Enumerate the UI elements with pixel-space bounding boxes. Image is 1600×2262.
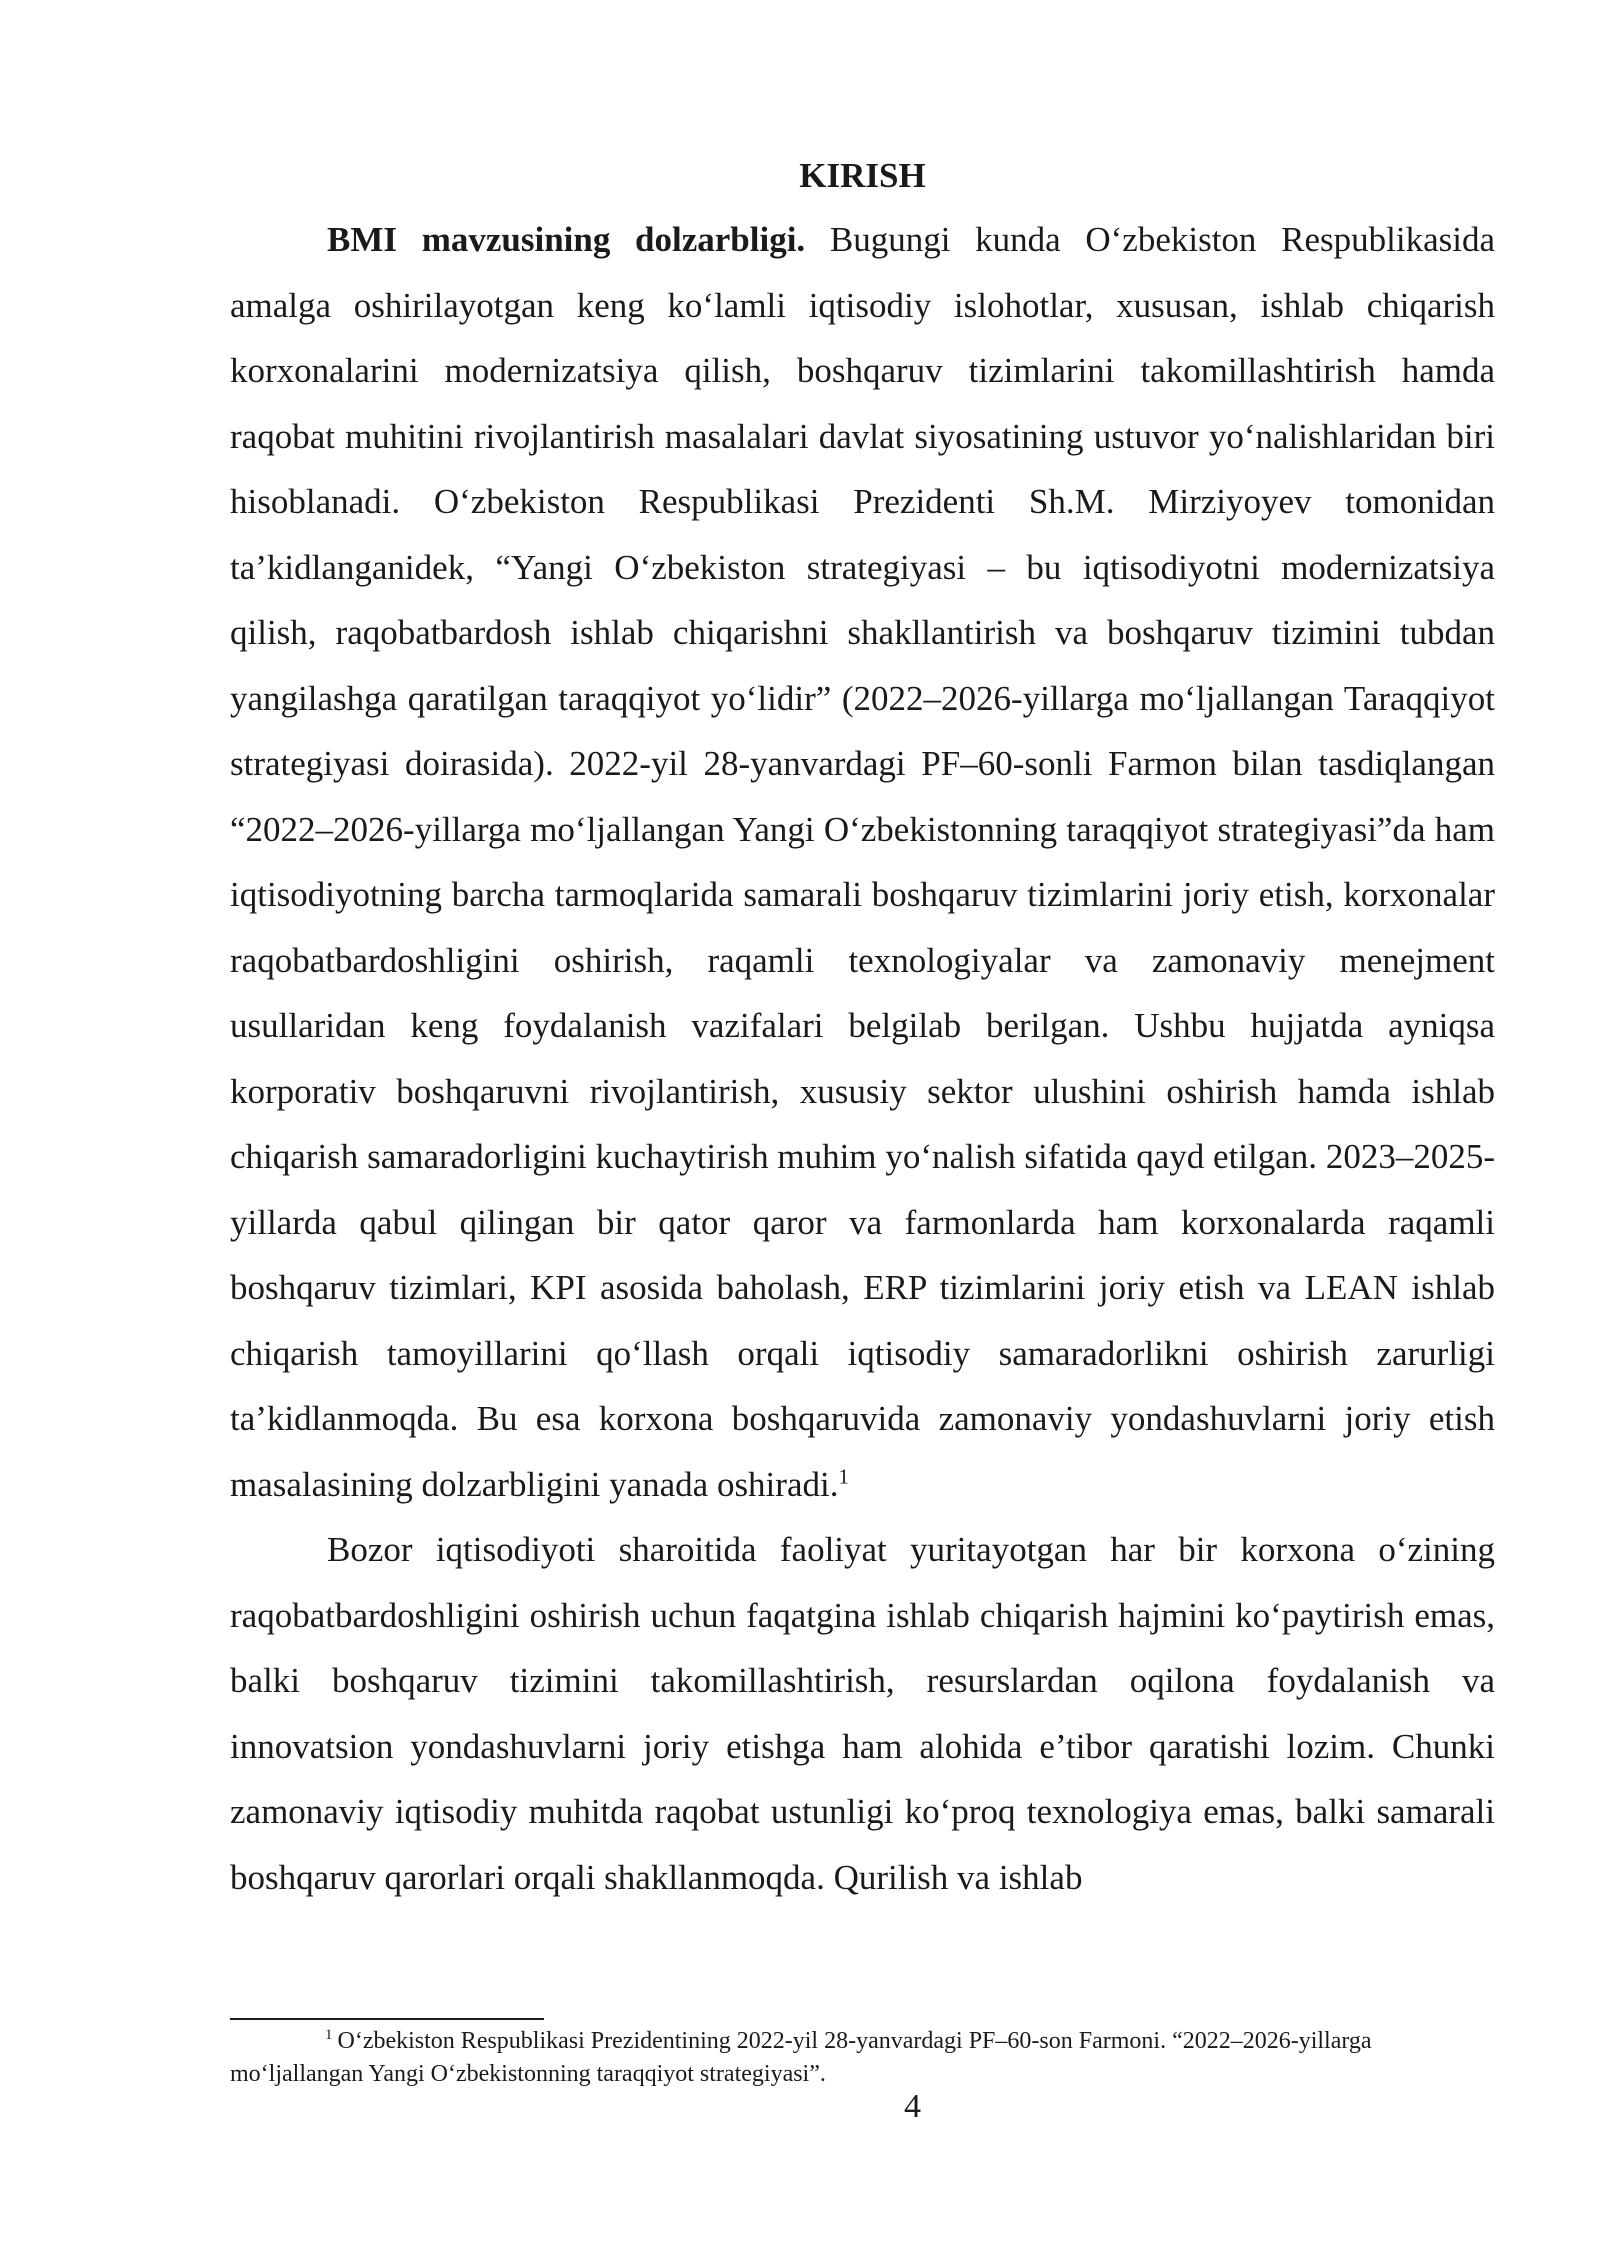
- paragraph-2: [230, 1517, 1495, 1910]
- paragraph-text: Bugungi kunda O‘zbekiston Respublikasida amalga oshirilayotgan keng ko‘lamli iqtisodiy islohotlar, xususan, ishlab chiqarish korxonalarini modernizatsiya qilish, boshqaruv tizimlarini takomillashtirish hamda raqobat muhitini rivojlantirish masalalari davlat siyosatining ustuvor yo‘nalishlaridan biri hisoblanadi. O‘zbekiston Respublikasi Prezidenti Sh.M. Mirziyoyev tomonidan ta’kidlanganidek, “Yangi O‘zbekiston strategiyasi – bu iqtisodiyotni modernizatsiya qilish, raqobatbardosh ishlab chiqarishni shakllantirish va boshqaruv tizimini tubdan yangilashga qaratilgan taraqqiyot yo‘lidir” (2022–2026-yillarga mo‘ljallangan Taraqqiyot strategiyasi doirasida). 2022-yil 28-yanvardagi PF–60-sonli Farmon bilan tasdiqlangan “2022–2026-yillarga mo‘ljallangan Yangi O‘zbekistonning taraqqiyot strategiyasi”da ham iqtisodiyotning barcha tarmoqlarida samarali boshqaruv tizimlarini joriy etish, korxonalar raqobatbardoshligini oshirish, raqamli texnologiyalar va zamonaviy menejment usullaridan keng foydalanish vazifalari belgilab berilgan. Ushbu hujjatda ayniqsa korporativ boshqaruvni rivojlantirish, xususiy sektor ulushini oshirish hamda ishlab chiqarish samaradorligini kuchaytirish muhim yo‘nalish sifatida qayd etilgan. 2023–2025-yillarda qabul qilingan bir qator qaror va farmonlarda ham korxonalarda raqamli boshqaruv tizimlari, KPI asosida baholash, ERP tizimlarini joriy etish va LEAN ishlab chiqarish tamoyillarini qo‘llash orqali iqtisodiy samaradorlikni oshirish zarurligi ta’kidlanmoqda. Bu esa korxona boshqaruvida zamonaviy yondashuvlarni joriy etish masalasining dolzarbligini yanada oshiradi.: [230, 220, 1495, 1504]
- page-title: KIRISH: [799, 156, 926, 195]
- paragraph-text: Bozor iqtisodiyoti sharoitida faoliyat yuritayotgan har bir korxona o‘zining raqobatbardoshligini oshirish uchun faqatgina ishlab chiqarish hajmini ko‘paytirish emas, balki boshqaruv tizimini takomillashtirish, resurslardan oqilona foydalanish va innovatsion yondashuvlarni joriy etishga ham alohida e’tibor qaratishi lozim. Chunki zamonaviy iqtisodiy muhitda raqobat ustunligi ko‘proq texnologiya emas, balki samarali boshqaruv qarorlari orqali shakllanmoqda. Qurilish va ishlab: [230, 1530, 1495, 1897]
- footnote-reference[interactable]: 1: [838, 1463, 849, 1488]
- footnote-text: O‘zbekiston Respublikasi Prezidentining 2022-yil 28-yanvardagi PF–60-son Farmoni. “2022–2026-yillarga mo‘ljallangan Yangi O‘zbekistonning taraqqiyot strategiyasi”.: [230, 2028, 1372, 2087]
- page-number: 4: [904, 2088, 921, 2125]
- footnote: [230, 2025, 1420, 2091]
- footnote-separator: [230, 2018, 544, 2020]
- body-text: [230, 207, 1495, 1910]
- paragraph-1: [230, 207, 1495, 1517]
- footnote-mark: 1: [325, 2027, 333, 2043]
- paragraph-lead: BMI mavzusining dolzarbligi.: [327, 220, 806, 259]
